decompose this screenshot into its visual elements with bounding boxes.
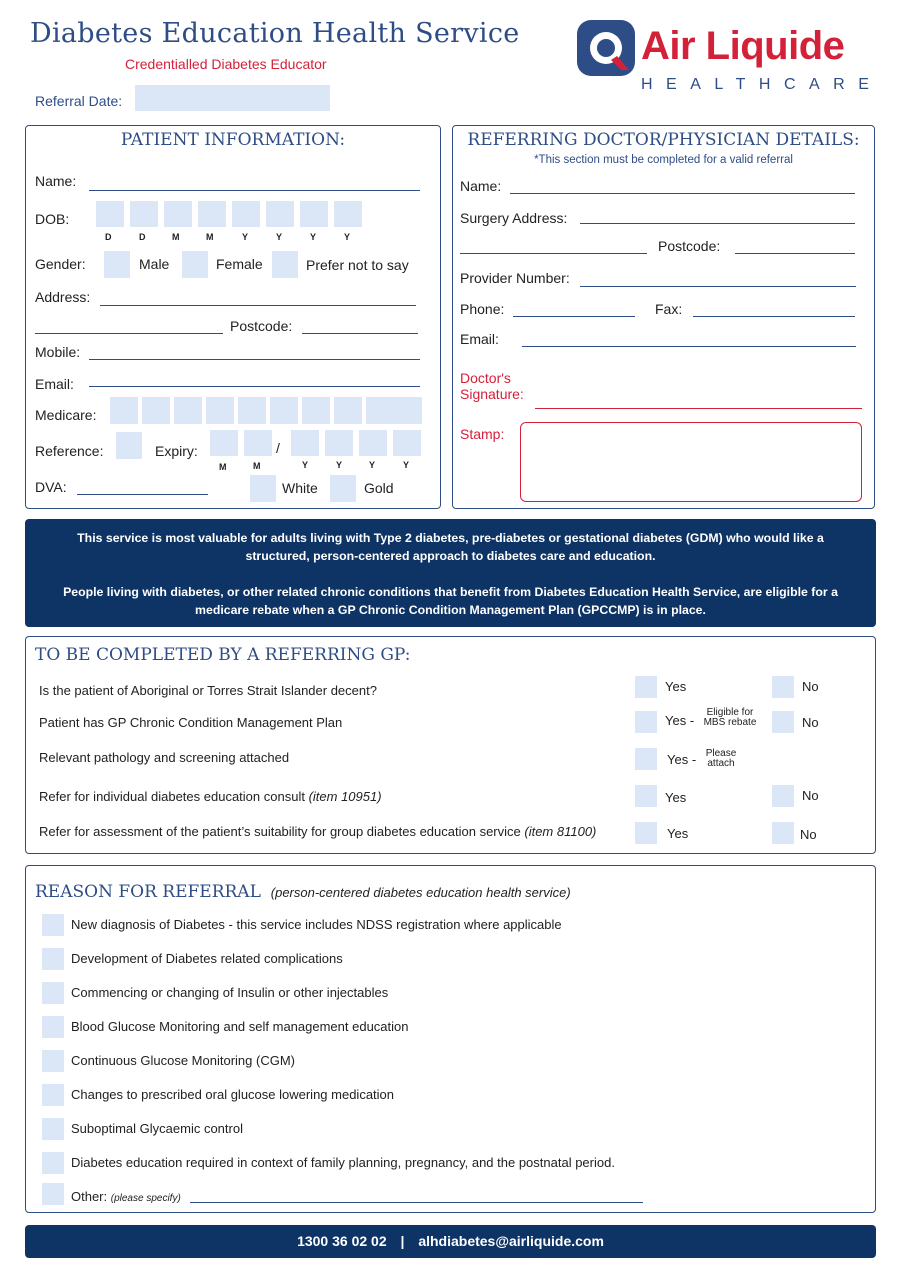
gp-question-2: Patient has GP Chronic Condition Management Plan [39,715,343,730]
patient-postcode-label: Postcode: [230,318,293,334]
reason-checkbox-1[interactable] [42,914,64,936]
dob-label: DOB: [35,211,70,227]
gp-heading: TO BE COMPLETED BY A REFERRING GP: [35,645,411,665]
patient-name-label: Name: [35,173,77,189]
expiry-letter: Y [336,460,343,470]
reason-checkbox-5[interactable] [42,1050,64,1072]
reason-item-1: New diagnosis of Diabetes - this service includes NDSS registration where applicable [71,917,562,932]
gp-q3-yes-checkbox[interactable] [635,748,657,770]
dob-letter: M [172,232,180,242]
reason-heading-note: (person-centered diabetes education health service) [270,885,571,900]
gp-q2-no-checkbox[interactable] [772,711,794,733]
medicare-box-7[interactable] [302,397,330,424]
reference-label: Reference: [35,443,104,459]
footer-email[interactable]: alhdiabetes@airliquide.com [418,1233,604,1249]
reason-heading: REASON FOR REFERRAL [35,882,261,902]
reason-item-7: Suboptimal Glycaemic control [71,1121,243,1136]
referral-date-label: Referral Date: [35,93,123,109]
patient-email-label: Email: [35,376,74,392]
medicare-label: Medicare: [35,407,97,423]
signature-field[interactable] [535,408,862,409]
dob-box-5[interactable] [232,201,260,227]
provider-number-label: Provider Number: [460,270,570,286]
signature-label-line1: Doctor's [460,370,511,386]
expiry-box-1[interactable] [210,430,238,456]
info-band [25,519,876,627]
surgery-address-line2[interactable] [460,253,647,254]
provider-number-field[interactable] [580,286,856,287]
expiry-letter: Y [369,460,376,470]
dob-letter: Y [242,232,249,242]
gp-q1-no-label: No [802,679,819,694]
surgery-address-label: Surgery Address: [460,210,568,226]
reason-other-label: Other: (please specify) [71,1189,181,1204]
dob-box-4[interactable] [198,201,226,227]
dva-white-label: White [282,480,318,496]
footer-phone[interactable]: 1300 36 02 02 [297,1233,387,1249]
dob-letter: D [105,232,112,242]
mobile-label: Mobile: [35,344,81,360]
medicare-box-3[interactable] [174,397,202,424]
dob-box-2[interactable] [130,201,158,227]
info-paragraph-1: This service is most valuable for adults living with Type 2 diabetes, pre-diabetes or gestational diabetes (GDM) who would like a structured, person-centered approach to diabetes care and education. [77,531,824,563]
gp-q5-yes-checkbox[interactable] [635,822,657,844]
fax-field[interactable] [693,316,855,317]
gender-other-checkbox[interactable] [272,251,298,278]
doctor-details-heading: REFERRING DOCTOR/PHYSICIAN DETAILS: [467,130,860,150]
gp-q4-yes-checkbox[interactable] [635,785,657,807]
reason-other-field[interactable] [190,1202,643,1203]
gender-label: Gender: [35,256,86,272]
medicare-box-8[interactable] [334,397,362,424]
dob-box-8[interactable] [334,201,362,227]
medicare-box-6[interactable] [270,397,298,424]
phone-label: Phone: [460,301,505,317]
gp-question-4: Refer for individual diabetes education consult (item 10951) [39,789,382,804]
dob-letter: Y [276,232,283,242]
gp-q2-yes-checkbox[interactable] [635,711,657,733]
gender-other-label: Prefer not to say [306,257,409,273]
dob-letter: D [139,232,146,242]
expiry-label: Expiry: [155,443,198,459]
gp-q3-yes-label: Yes - [667,752,697,767]
expiry-box-3[interactable] [291,430,319,456]
gp-q2-no-label: No [802,715,819,730]
patient-name-field[interactable] [89,190,420,191]
medicare-box-4[interactable] [206,397,234,424]
reason-checkbox-6[interactable] [42,1084,64,1106]
gp-q1-yes-label: Yes [665,679,687,694]
footer-separator: | [400,1233,405,1249]
doctor-postcode-label: Postcode: [658,238,721,254]
gp-q5-no-checkbox[interactable] [772,822,794,844]
reason-item-8: Diabetes education required in context of family planning, pregnancy, and the postnatal period. [71,1155,615,1170]
page-title: Diabetes Education Health Service [30,18,520,49]
gp-q1-yes-checkbox[interactable] [635,676,657,698]
medicare-box-2[interactable] [142,397,170,424]
dva-white-checkbox[interactable] [250,475,276,502]
logo-healthcare: HEALTHCARE [641,76,883,93]
info-paragraph-2: People living with diabetes, or other related chronic conditions that benefit from Diabetes Education Health Service, are eligible for a medicare rebate when a GP Chronic Condition Management Plan (GPCCMP) is in place. [63,585,838,617]
dva-field[interactable] [77,494,208,495]
footer-band [25,1225,876,1258]
address-field-line2[interactable] [35,333,223,334]
air-liquide-logo-icon [577,20,635,76]
logo-wordmark: Air Liquide [641,24,845,68]
stamp-label: Stamp: [460,426,505,442]
stamp-box[interactable] [520,422,862,502]
gp-q5-no-label: No [800,827,817,842]
reason-item-5: Continuous Glucose Monitoring (CGM) [71,1053,295,1068]
reason-item-6: Changes to prescribed oral glucose lowering medication [71,1087,395,1102]
reason-checkbox-3[interactable] [42,982,64,1004]
reason-item-3: Commencing or changing of Insulin or other injectables [71,985,389,1000]
gender-male-checkbox[interactable] [104,251,130,278]
dob-box-6[interactable] [266,201,294,227]
doctor-postcode-field[interactable] [735,253,855,254]
dva-label: DVA: [35,479,67,495]
gender-male-label: Male [139,256,170,272]
patient-postcode-field[interactable] [302,333,418,334]
gp-q5-yes-label: Yes [667,826,689,841]
phone-field[interactable] [513,316,635,317]
expiry-box-2[interactable] [244,430,272,456]
medicare-box-1[interactable] [110,397,138,424]
surgery-address-field[interactable] [580,223,855,224]
patient-email-field[interactable] [89,386,420,387]
reason-heading-row [35,882,571,902]
dva-gold-checkbox[interactable] [330,475,356,502]
doctor-email-field[interactable] [522,346,856,347]
doctor-email-label: Email: [460,331,499,347]
gp-q4-yes-label: Yes [665,790,687,805]
dob-box-1[interactable] [96,201,124,227]
dob-letter: Y [310,232,317,242]
gp-q2-yes-label: Yes - [665,713,695,728]
patient-info-heading: PATIENT INFORMATION: [120,130,346,150]
doctor-name-field[interactable] [510,193,855,194]
gp-q4-no-label: No [802,788,819,803]
reason-item-4: Blood Glucose Monitoring and self management education [71,1019,409,1034]
gender-female-checkbox[interactable] [182,251,208,278]
air-liquide-logo [577,20,883,100]
expiry-box-5[interactable] [359,430,387,456]
gp-q4-no-checkbox[interactable] [772,785,794,807]
expiry-box-6[interactable] [393,430,421,456]
reason-item-2: Development of Diabetes related complications [71,951,343,966]
reason-checkbox-7[interactable] [42,1118,64,1140]
gp-question-1: Is the patient of Aboriginal or Torres Strait Islander decent? [39,683,377,698]
fax-label: Fax: [655,301,683,317]
reference-box[interactable] [116,432,142,459]
expiry-letter: Y [302,460,309,470]
doctor-details-note: *This section must be completed for a valid referral [534,154,793,166]
expiry-letter: M [253,461,261,471]
reason-checkbox-other[interactable] [42,1183,64,1205]
reason-checkbox-2[interactable] [42,948,64,970]
gp-q2-yes-note: Eligible for MBS rebate [703,707,757,728]
expiry-separator: / [276,440,280,456]
doctor-name-label: Name: [460,178,502,194]
dob-letter: Y [344,232,351,242]
gender-female-label: Female [216,256,263,272]
referral-date-field[interactable] [135,85,330,111]
dob-box-7[interactable] [300,201,328,227]
signature-label [460,370,524,402]
reason-checkbox-8[interactable] [42,1152,64,1174]
footer-contact [25,1233,876,1249]
reason-checkbox-4[interactable] [42,1016,64,1038]
dob-box-3[interactable] [164,201,192,227]
signature-label-line2: Signature: [460,386,524,402]
medicare-box-9[interactable] [366,397,394,424]
dob-letter: M [206,232,214,242]
page-subtitle: Credentialled Diabetes Educator [125,56,327,72]
address-label: Address: [35,289,91,305]
medicare-box-10[interactable] [394,397,422,424]
expiry-letter: Y [403,460,410,470]
mobile-field[interactable] [89,359,420,360]
gp-panel [25,636,876,854]
expiry-box-4[interactable] [325,430,353,456]
medicare-box-5[interactable] [238,397,266,424]
gp-q3-yes-note: Please attach [705,748,737,769]
address-field[interactable] [100,305,416,306]
gp-question-5: Refer for assessment of the patient’s suitability for group diabetes education service (item 81100) [39,824,597,839]
gp-question-3: Relevant pathology and screening attached [39,750,290,765]
dva-gold-label: Gold [364,480,394,496]
gp-q1-no-checkbox[interactable] [772,676,794,698]
expiry-letter: M [219,462,227,472]
